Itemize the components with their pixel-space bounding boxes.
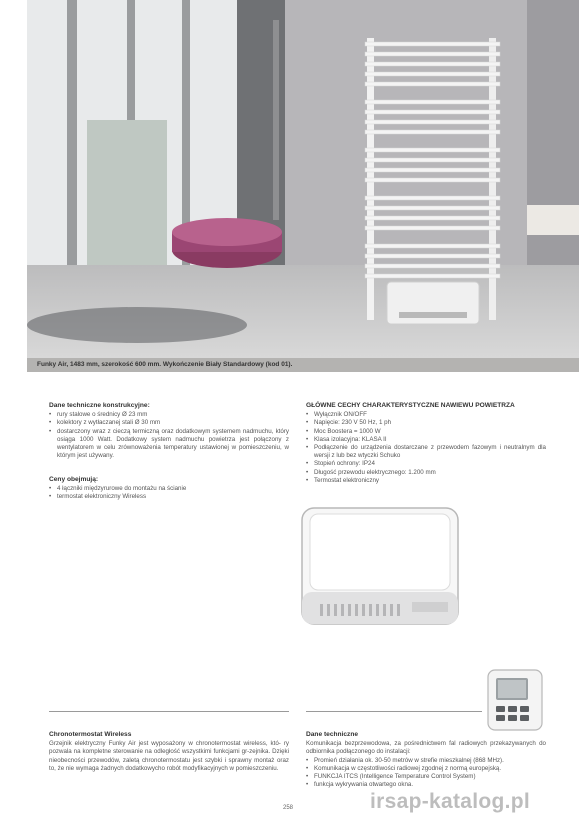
features-heading: GŁÓWNE CECHY CHARAKTERYSTYCZNE NAWIEWU POWIETRZA: [306, 402, 515, 409]
features-section: [306, 402, 546, 485]
list-item: • Podłączenie do urządzenia dostarczane z przewodem fazowym i neutralnym dla wersji z lub bez wtyczki Schuko: [306, 444, 546, 460]
divider-left: [49, 711, 289, 712]
page-number: 258: [283, 805, 294, 811]
construction-list: [49, 411, 289, 460]
air-heater-unit-image: [300, 506, 462, 628]
list-item: • Napięcie: 230 V 50 Hz, 1 ph: [306, 419, 546, 427]
list-item: • Promień działania ok. 30-50 metrów w strefie mieszkalnej (868 MHz).: [306, 757, 546, 765]
chrono-heading: Chronotermostat Wireless: [49, 731, 132, 738]
divider-right: [306, 711, 482, 712]
chronothermostat-image: [486, 668, 544, 732]
list-item: • Długość przewodu elektrycznego: 1.200 mm: [306, 469, 546, 477]
list-item: • funkcja wykrywania otwartego okna.: [306, 781, 546, 789]
list-item: • Moc Boostera = 1000 W: [306, 428, 546, 436]
list-item: • dostarczony wraz z cieczą termiczną oraz dodatkowym systemem nadmuchu, który osiąga 1000 Watt. Dodatkowy system nadmuchu powietrza jest połączony z wentylatorem w celu zrównoważenia temperatury ustawionej w pomieszczeniu, w którym jest używany.: [49, 428, 289, 461]
chrono-section: [49, 731, 289, 773]
includes-list: [49, 485, 289, 501]
watermark: irsap-katalog.pl: [370, 790, 531, 813]
list-item: • Stopień ochrony: IP24: [306, 460, 546, 468]
list-item: • Wyłącznik ON/OFF: [306, 411, 546, 419]
list-item: • Komunikacja w częstotliwości radiowej zgodnej z normą europejską.: [306, 765, 546, 773]
construction-section: [49, 402, 289, 460]
construction-heading: Dane techniczne konstrukcyjne:: [49, 402, 150, 409]
list-item: • FUNKCJA ITCS (Intelligence Temperature Control System): [306, 773, 546, 781]
tech-list: [306, 757, 546, 790]
list-item: • rury stalowe o średnicy Ø 23 mm: [49, 411, 289, 419]
tech-text: Komunikacja bezprzewodowa, za pośrednictwem fal radiowych przekazywanych do odbiornika podłączonego do instalacji:: [306, 740, 546, 756]
list-item: • Termostat elektroniczny: [306, 477, 546, 485]
tech-section: [306, 731, 546, 789]
list-item: • termostat elektroniczny Wireless: [49, 493, 289, 501]
includes-section: [49, 476, 289, 502]
chrono-text: Grzejnik elektryczny Funky Air jest wyposażony w chronotermostat wireless, któ- ry pozwala na kompletne sterowanie na odległość wszystkimi funkcjami gr-zejnika. Dzięki nieobecności przewodów, zaletą chronotermostatu jest szybki i sprawny montaż oraz to, że nie wymaga żadnych dodatkowycho robót modyfikacyjnych w pomieszczeniu.: [49, 740, 289, 772]
list-item: • 4 łączniki międzyrurowe do montażu na ścianie: [49, 485, 289, 493]
features-list: [306, 411, 546, 485]
tech-heading: Dane techniczne: [306, 731, 359, 738]
list-item: • Klasa izolacyjna: KLASA II: [306, 436, 546, 444]
hero-photo: [27, 0, 579, 358]
includes-heading: Ceny obejmują:: [49, 476, 99, 483]
list-item: • kolektory z wytłaczanej stali Ø 30 mm: [49, 419, 289, 427]
photo-caption: Funky Air, 1483 mm, szerokość 600 mm. Wykończenie Biały Standardowy (kod 01).: [27, 358, 579, 372]
